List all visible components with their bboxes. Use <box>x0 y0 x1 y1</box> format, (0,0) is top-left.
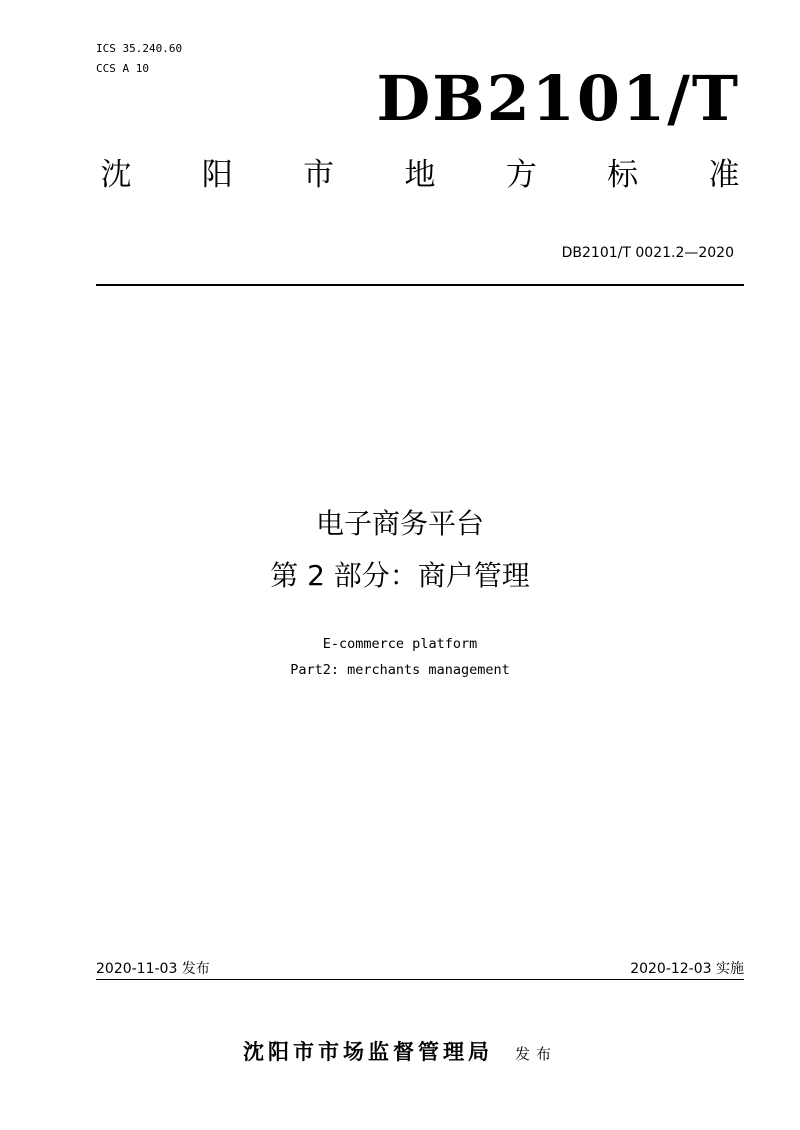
issuer-suffix: 发布 <box>514 1045 557 1063</box>
standard-number: DB2101/T 0021.2—2020 <box>561 245 734 261</box>
footer-divider <box>96 979 744 980</box>
issuer-name: 沈阳市市场监督管理局 <box>242 1040 493 1064</box>
standard-type-char: 准 <box>708 157 740 193</box>
ics-code: ICS 35.240.60 <box>96 42 183 55</box>
issue-date: 2020-11-03 发布 <box>96 959 210 980</box>
standard-type-char: 阳 <box>201 157 233 193</box>
standard-type-char: 方 <box>505 157 537 193</box>
title-english-main: E-commerce platform <box>322 636 478 652</box>
header-divider <box>96 284 744 286</box>
standard-type-char: 市 <box>303 157 335 193</box>
standard-type-char: 地 <box>404 157 436 193</box>
title-chinese-part: 第 2 部分：商户管理 <box>270 559 530 592</box>
issuer-line <box>0 1037 800 1069</box>
standard-type <box>96 152 744 198</box>
ccs-code: CCS A 10 <box>96 62 149 75</box>
title-english-part: Part2: merchants management <box>290 662 510 678</box>
title-chinese-main: 电子商务平台 <box>315 507 484 540</box>
implementation-date: 2020-12-03 实施 <box>630 959 744 980</box>
standard-type-char: 标 <box>607 157 639 193</box>
standard-mark: DB2101/T <box>376 62 740 135</box>
standard-type-char: 沈 <box>100 157 132 193</box>
